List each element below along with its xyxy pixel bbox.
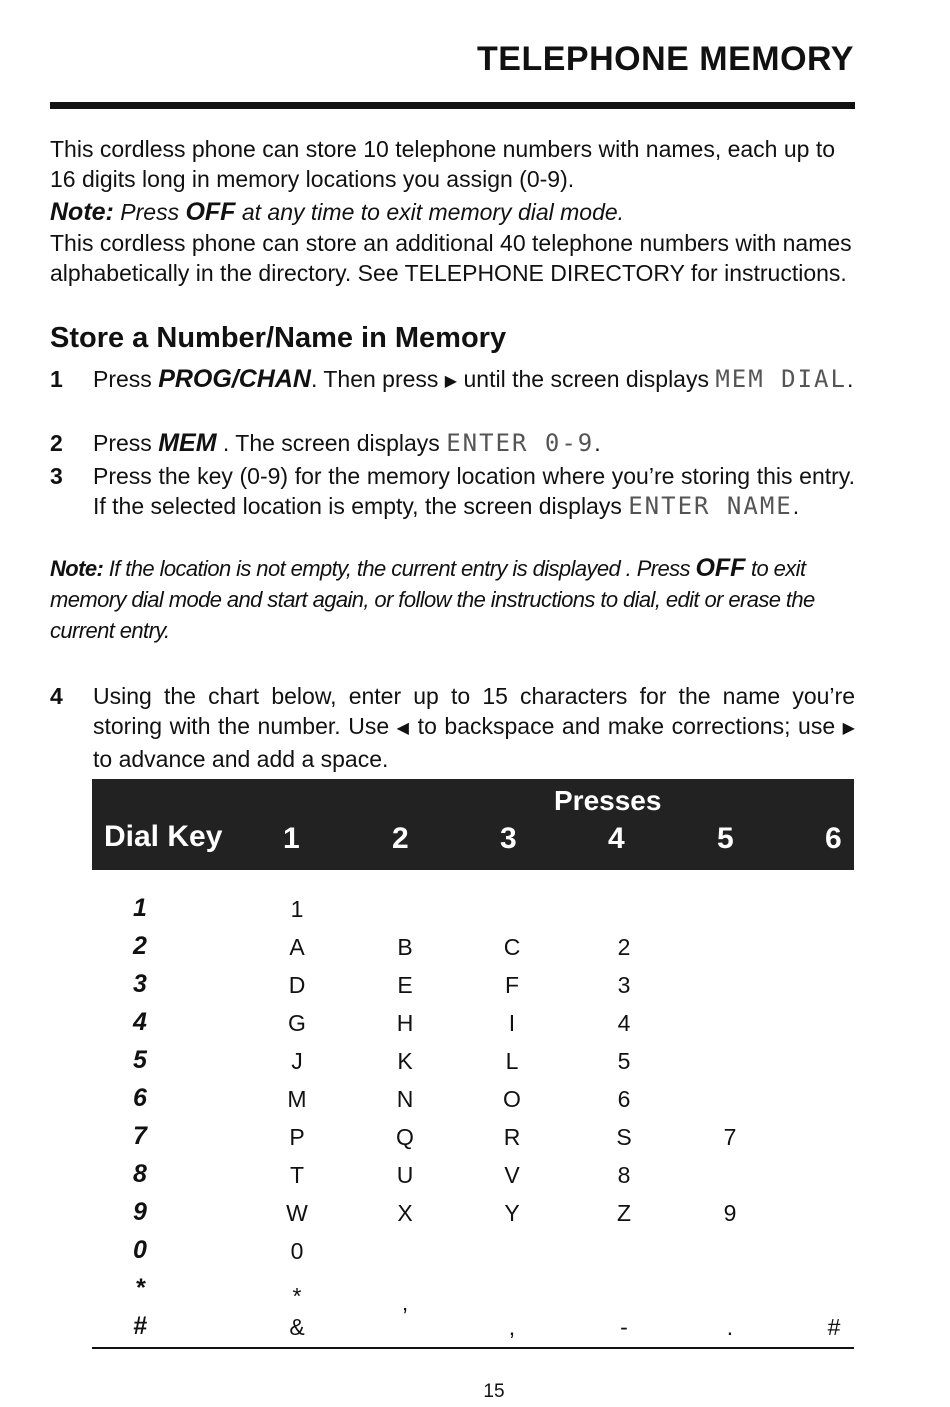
section-heading: Store a Number/Name in Memory [50, 322, 507, 354]
dial-key-1: 2 [133, 932, 147, 960]
table-cell: 0 [290, 1238, 304, 1264]
press-column-3: 3 [500, 822, 517, 855]
dial-key-11: # [133, 1312, 147, 1340]
note-text-post: at any time to exit memory dial mode. [235, 199, 625, 225]
table-cell: 5 [617, 1048, 631, 1074]
table-cell: - [620, 1314, 628, 1340]
table-cell: O [503, 1086, 521, 1112]
press-column-2: 2 [392, 822, 409, 855]
table-cell: 1 [290, 896, 304, 922]
intro-note [50, 197, 855, 227]
lcd-enter-name: ENTER NAME [628, 492, 793, 520]
intro-paragraph-1: This cordless phone can store 10 telephone numbers with names, each up to 16 digits long in memory locations you assign (0-9). [50, 136, 836, 192]
step-number: 4 [50, 683, 63, 709]
table-cell: N [396, 1086, 414, 1112]
step-text: . The screen displays [216, 430, 447, 456]
table-cell: Z [616, 1200, 632, 1226]
table-cell: S [616, 1124, 632, 1150]
table-header [92, 779, 854, 870]
dial-key-4: 5 [133, 1046, 147, 1074]
table-cell: * [292, 1283, 302, 1309]
table-cell: A [289, 934, 305, 960]
note-off-key: OFF [185, 198, 236, 226]
dial-key-label: Dial Key [104, 820, 223, 853]
table-cell: ’ [402, 1303, 408, 1329]
table-cell: V [504, 1162, 520, 1188]
note-location-not-empty [50, 553, 860, 646]
step-1: 1 Press PROG/CHAN. Then press ▶ until the screen displays MEM DIAL. [50, 365, 854, 393]
dial-key-2: 3 [133, 970, 147, 998]
table-bottom-rule [92, 1347, 854, 1349]
table-cell: H [396, 1010, 414, 1036]
table-cell: Q [396, 1124, 414, 1150]
step-number: 3 [50, 463, 63, 489]
table-cell: I [508, 1010, 516, 1036]
table-cell: Y [504, 1200, 520, 1226]
note-text-pre: Press [113, 199, 186, 225]
table-cell: F [504, 972, 520, 998]
step-text: Press [93, 430, 159, 456]
press-column-4: 4 [608, 822, 625, 855]
table-cell: 2 [617, 934, 631, 960]
table-cell: B [397, 934, 413, 960]
table-cell: 6 [617, 1086, 631, 1112]
table-cell: D [288, 972, 306, 998]
table-cell: , [508, 1314, 516, 1340]
step-text: Press the key (0-9) for the memory location where you’re storing this entry. If the selected location is empty, the screen displays [93, 463, 855, 519]
table-cell: X [397, 1200, 413, 1226]
table-cell: 4 [617, 1010, 631, 1036]
table-cell: C [503, 934, 521, 960]
step-3: 3 Press the key (0-9) for the memory location where you’re storing this entry. If the selected location is empty, the screen displays ENTER NAME. [50, 463, 855, 520]
table-cell: E [397, 972, 413, 998]
step-text: Press [93, 366, 159, 392]
step-4 [50, 681, 855, 774]
table-cell: 7 [723, 1124, 737, 1150]
table-cell: W [286, 1200, 308, 1226]
right-arrow-icon: ▶ [842, 720, 855, 737]
dial-key-7: 8 [133, 1160, 147, 1188]
step-text: . Then press [310, 366, 445, 392]
table-cell: L [505, 1048, 519, 1074]
right-arrow-icon: ▶ [444, 373, 458, 390]
dial-key-9: 0 [133, 1236, 147, 1264]
press-column-6: 6 [825, 822, 842, 855]
table-cell: M [287, 1086, 307, 1112]
step-text: to advance and add a space. [93, 746, 389, 772]
note-off-key: OFF [695, 554, 746, 582]
step-text: to backspace and make corrections; use [410, 713, 843, 739]
note-text-post: to exit memory dial mode and start again, or follow the instructions to dial, edit or erase the current entry. [50, 556, 815, 643]
step-text: Using the chart below, enter up to 15 characters for the name you’re storing with the number. Use [93, 683, 855, 739]
dial-key-6: 7 [133, 1122, 147, 1150]
table-cell: 3 [617, 972, 631, 998]
lcd-mem-dial: MEM DIAL [715, 365, 847, 393]
table-cell: 9 [723, 1200, 737, 1226]
prog-chan-key: PROG/CHAN [158, 365, 311, 393]
table-cell: K [397, 1048, 413, 1074]
table-cell: 8 [617, 1162, 631, 1188]
table-cell: # [827, 1314, 841, 1340]
table-cell: P [289, 1124, 305, 1150]
dial-key-10: * [135, 1274, 145, 1302]
lcd-enter-0-9: ENTER 0-9 [446, 429, 595, 457]
note-label: Note: [50, 198, 114, 226]
table-cell: & [289, 1314, 305, 1340]
step-text: until the screen displays [457, 366, 716, 392]
table-cell: J [291, 1048, 303, 1074]
step-number: 1 [50, 366, 63, 392]
table-cell: R [503, 1124, 521, 1150]
table-cell: T [289, 1162, 305, 1188]
note-label: Note: [50, 556, 104, 581]
step-2: 2 Press MEM . The screen displays ENTER 0-9. [50, 429, 601, 457]
table-cell: U [396, 1162, 414, 1188]
mem-key: MEM [158, 429, 217, 457]
dial-key-3: 4 [133, 1008, 147, 1036]
note-text-pre: If the location is not empty, the current entry is displayed . Press [103, 556, 696, 581]
press-column-5: 5 [717, 822, 734, 855]
dial-key-8: 9 [133, 1198, 147, 1226]
step-number: 2 [50, 430, 63, 456]
press-column-1: 1 [283, 822, 300, 855]
intro-paragraph-2: This cordless phone can store an additional 40 telephone numbers with names alphabetically in the directory. See TELEPHONE DIRECTORY for instructions. [50, 230, 852, 286]
title-rule [50, 102, 855, 109]
dial-key-0: 1 [133, 894, 147, 922]
table-cell: . [726, 1314, 734, 1340]
table-cell: G [288, 1010, 306, 1036]
page-title: TELEPHONE MEMORY [477, 40, 854, 78]
presses-label: Presses [554, 785, 662, 816]
left-arrow-icon: ◀ [396, 720, 411, 737]
dial-key-5: 6 [133, 1084, 147, 1112]
page-number: 15 [483, 1381, 505, 1402]
